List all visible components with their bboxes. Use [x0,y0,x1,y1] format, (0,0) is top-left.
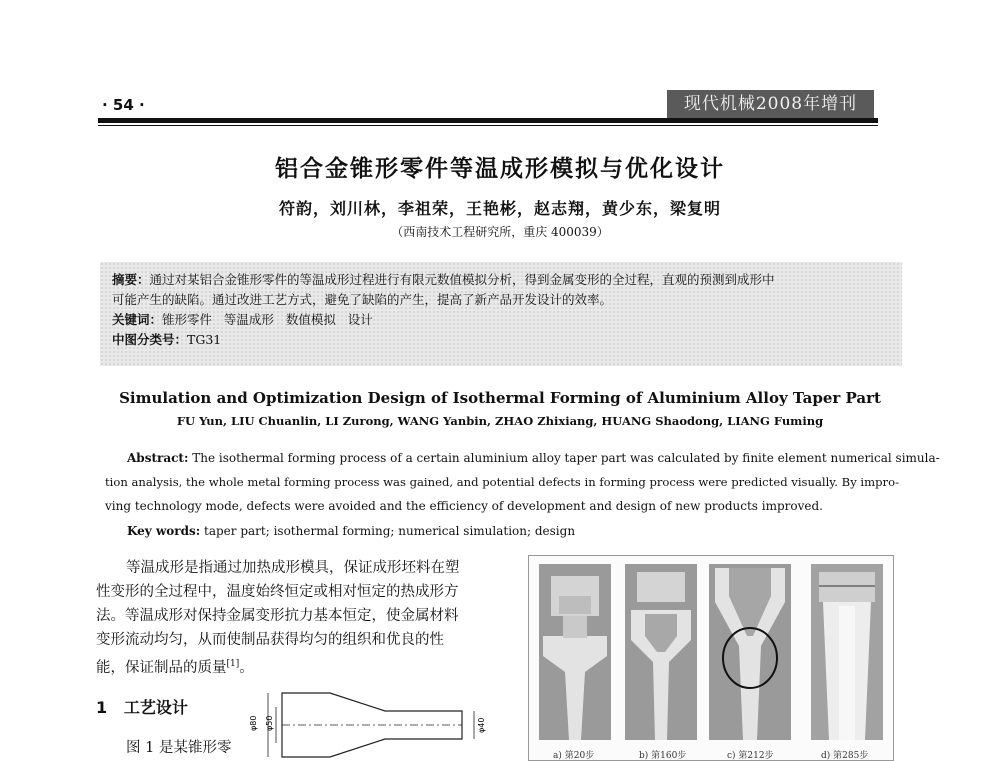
body-line-1: 等温成形是指通过加热成形模具，保证成形坯料在塑 [126,560,460,576]
fig1-reference-text: 图 1 是某锥形零 [126,740,232,756]
keywords-en: taper part; isothermal forming; numerical simulation; design [204,524,576,538]
keywords-cn: 锥形零件 等温成形 数值模拟 设计 [162,312,373,327]
dim-label-2: φ50 [265,715,274,731]
affiliation-cn: （西南技术工程研究所，重庆 400039） [391,225,609,239]
abstract-en-line3: ving technology mode, defects were avoided and the efficiency of development and design of new products improved. [105,499,823,513]
class-label: 中图分类号： [112,332,188,347]
sim-panel-b [625,564,697,740]
sim-panel-a [539,564,611,740]
body-line-3: 法。等温成形对保持金属变形抗力基本恒定，使金属材料 [96,608,459,624]
keywords-en-label: Key words: [127,524,201,538]
keywords-cn-label: 关键词： [112,312,163,327]
caption-d: d) 第285步 [821,751,869,761]
body-line-2: 性变形的全过程中，温度始终恒定或相对恒定的热成形方 [96,584,459,600]
header-rule [98,118,878,123]
dim-label-1: φ80 [249,715,258,731]
abstract-cn-line2: 可能产生的缺陷。通过改进工艺方式，避免了缺陷的产生，提高了新产品开发设计的效率。 [112,292,613,307]
paper-title-cn: 铝合金锥形零件等温成形模拟与优化设计 [275,156,725,182]
abstract-en-line1: The isothermal forming process of a certain aluminium alloy taper part was calculated by finite element numerical simula- [192,451,940,465]
abstract-en-line2: tion analysis, the whole metal forming process was gained, and potential defects in forming process were predicted visually. By impro- [105,475,899,489]
citation-ref: [1] [226,659,240,669]
caption-a: a) 第20步 [553,751,595,761]
journal-banner: 现代机械2008年增刊 [667,90,874,118]
abstract-cn-box [100,262,902,366]
authors-en: FU Yun, LIU Chuanlin, LI Zurong, WANG Yanbin, ZHAO Zhixiang, HUANG Shaodong, LIANG Fuming [176,414,824,428]
sim-panel-c [709,564,791,740]
section-heading: 1 工艺设计 [96,698,188,717]
body-line-5-end: 。 [239,659,254,676]
simulation-figure [528,555,894,761]
paper-title-en: Simulation and Optimization Design of Isothermal Forming of Aluminium Alloy Taper Part [119,389,881,407]
body-line-5: 能，保证制品的质量 [96,659,227,676]
abstract-cn-label: 摘要： [112,272,150,287]
class-code: TG31 [187,332,222,347]
abstract-cn-line1: 通过对某铝合金锥形零件的等温成形过程进行有限元数值模拟分析，得到金属变形的全过程，直观的预测到成形中 [149,272,775,287]
body-line-4: 变形流动均匀，从而使制品获得均匀的组织和优良的性 [96,632,444,648]
abstract-en-label: Abstract: [127,451,189,465]
dim-label-3: φ40 [477,717,486,733]
authors-cn: 符韵，刘川林，李祖荣，王艳彬，赵志翔，黄少东，梁复明 [278,199,721,218]
caption-c: c) 第212步 [727,751,774,761]
page-number: · 54 · [102,96,145,114]
header-rule-thin [98,125,878,126]
caption-b: b) 第160步 [639,751,687,761]
part-drawing [250,685,495,759]
sim-panel-d [811,564,883,740]
